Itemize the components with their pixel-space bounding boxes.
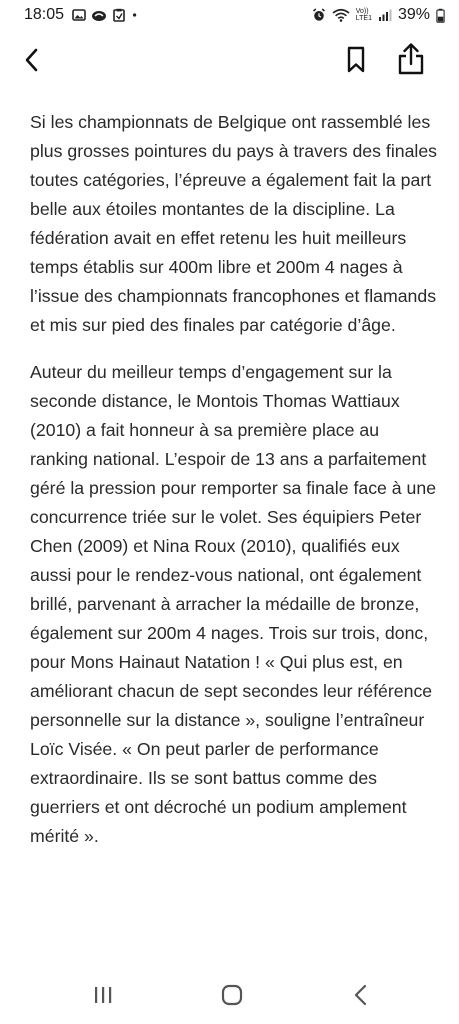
- bookmark-icon: [346, 46, 366, 74]
- recents-icon[interactable]: [92, 984, 114, 1006]
- chevron-left-icon: [22, 47, 42, 73]
- lte-label: LTE1: [355, 15, 372, 22]
- status-notification-icons: [72, 8, 141, 22]
- signal-strength-icon: [378, 8, 392, 22]
- system-navigation-bar: [0, 976, 459, 1012]
- nav-back-icon[interactable]: [350, 983, 372, 1007]
- cloud-notification-icon: [91, 8, 107, 22]
- back-button[interactable]: [16, 44, 48, 76]
- article-paragraph: Auteur du meilleur temps d’engagement sur la seconde distance, le Montois Thomas Wattiaux (2010) a fait honneur à sa première place au ranking national. L’espoir de 13 ans a parfaitement géré la pression pour remporter sa finale face à une concurrence triée sur le volet. Ses équipiers Peter Chen (2009) et Nina Roux (2010), qualifiés eux aussi pour le rendez-vous national, ont également brillé, parvenant à arracher la médaille de bronze, également sur 200m 4 nages. Trois sur trois, donc, pour Mons Hainaut Natation ! « Qui plus est, en améliorant chacun de sept secondes leur référence personnelle sur la distance », souligne l’entraîneur Loïc Visée. « On peut parler de performance extraordinaire. Ils se sont battus comme des guerriers et ont décroché un podium amplement mérité ».: [30, 362, 437, 846]
- gallery-notification-icon: [72, 8, 86, 22]
- status-system-icons: [312, 6, 445, 24]
- article-body: [30, 108, 441, 869]
- bookmark-button[interactable]: [340, 43, 372, 77]
- clipboard-notification-icon: [112, 8, 126, 22]
- wifi-icon: [332, 8, 350, 22]
- battery-icon: [436, 8, 445, 23]
- volte-label: Vo)): [355, 8, 369, 15]
- article-paragraph: Si les championnats de Belgique ont rassemblé les plus grosses pointures du pays à travers des finales toutes catégories, l’épreuve a également fait la part belle aux étoiles montantes de la discipline. La fédération avait en effet retenu les huit meilleurs temps établis sur 400m libre et 200m 4 nages à l’issue des championnats francophones et flamands et mis sur pied des finales par catégorie d’âge.: [30, 112, 438, 335]
- alarm-icon: [312, 8, 326, 22]
- home-icon[interactable]: [220, 983, 244, 1007]
- share-button[interactable]: [394, 40, 428, 78]
- status-time: 18:05: [24, 6, 65, 23]
- more-notifications-dot-icon: [131, 8, 141, 22]
- battery-percentage: 39%: [397, 6, 430, 23]
- share-icon: [397, 42, 425, 76]
- volte-indicator: [356, 8, 372, 22]
- status-bar: [0, 0, 459, 30]
- app-bar: [0, 30, 459, 90]
